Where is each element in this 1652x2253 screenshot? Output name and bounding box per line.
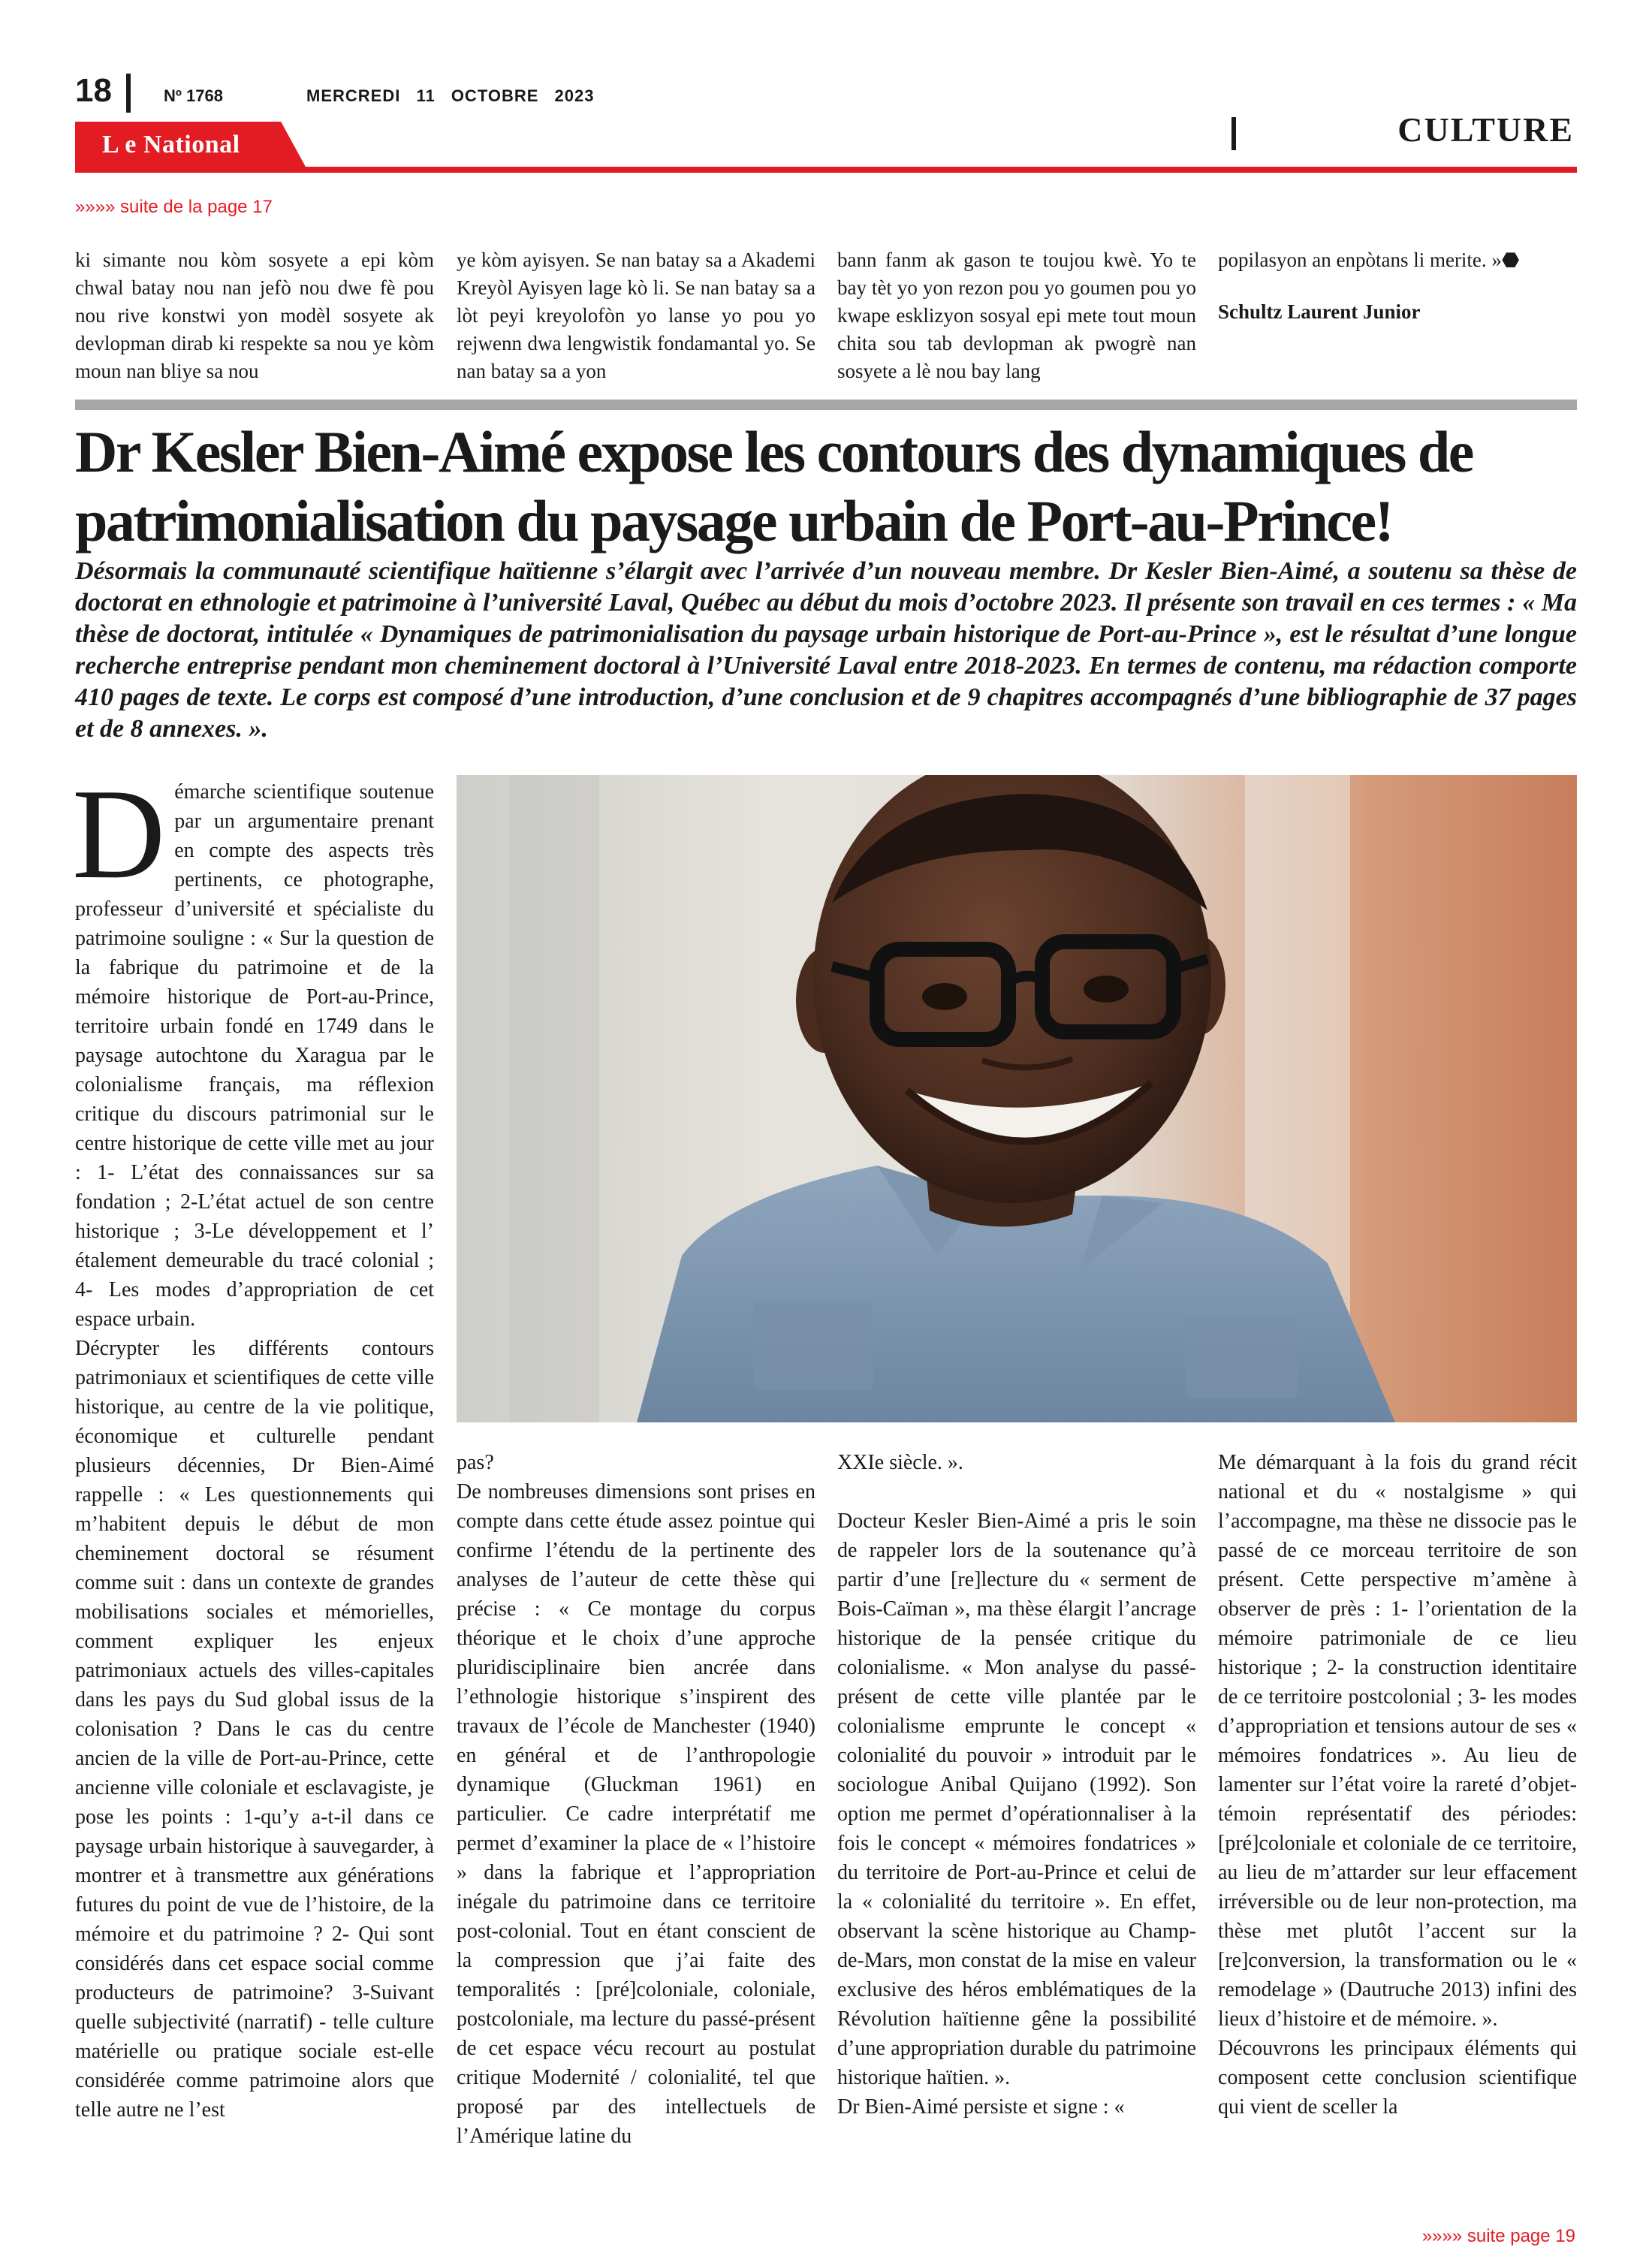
article-column-3	[837, 1448, 1196, 2122]
continued-to-link[interactable]: »»»» suite page 19	[1421, 2226, 1575, 2246]
article-column-4	[1218, 1448, 1577, 2122]
continued-from-link[interactable]: »»»» suite de la page 17	[75, 197, 273, 217]
continuation-text: popilasyon an enpòtans li merite. »⬣	[1218, 249, 1520, 271]
continuation-text: bann fanm ak gason te toujou kwè. Yo te bay tèt yo yon rezon pou yo goumen pou yo kwape esklizyon sosyal epi mete tout moun chita sou tab devlopman ak pwogrè nan sosyete a lè nou bay lang	[837, 249, 1196, 382]
paragraph-spacer	[837, 1477, 1196, 1507]
drop-cap: D	[72, 763, 166, 906]
paragraph: Découvrons les principaux éléments qui composent cette conclusion scientifique qui vient de sceller la	[1218, 2037, 1577, 2119]
article-separator	[75, 400, 1577, 410]
continuation-text: ye kòm ayisyen. Se nan batay sa a Akademi Kreyòl Ayisyen lage kò li. Se nan batay sa a lòt peyi kreyolofòn yo lanse yo pou yo rejwenn dwa lengwistik fondamantal yo. Se nan batay sa a yon	[457, 249, 815, 382]
section-title: CULTURE	[1397, 110, 1574, 149]
paragraph: XXIe siècle. ».	[837, 1451, 963, 1474]
page-number-divider	[126, 74, 131, 113]
paragraph: émarche scientifique soutenue par un argumentaire prenant en compte des aspects très pertinents, ce photographe, professeur d’université et spécialiste du patrimoine souligne : « Sur la question de la fabrique du patrimoine et de la mémoire historique de Port-au-Prince, territoire urbain fondé en 1749 dans le paysage autochtone du Xaragua par le colonialisme français, ma réflexion critique du discours patrimonial sur le centre historique de cette ville met au jour : 1- L’état des connaissances sur sa fondation ; 2-L’état actuel de son centre historique ; 3-Le développement et l’ étalement demeurable du tracé colonial ; 4- Les modes d’appropriation de cet espace urbain.	[75, 780, 434, 1331]
issue-number: Nº 1768	[164, 86, 223, 105]
article-column-2	[457, 1448, 815, 2151]
paragraph: De nombreuses dimensions sont prises en compte dans cette étude assez pointue qui confirme l’étendu de la pertinente des analyses de l’auteur de cette thèse qui précise : « Ce montage du corpus théorique et le choix d’une approche pluridisciplinaire bien ancrée dans l’ethnologie historique s’inspirent des travaux de l’école de Manchester (1940) en général et de l’anthropologie dynamique (Gluckman 1961) en particulier. Ce cadre interprétatif me permet d’examiner la place de « l’histoire » dans la fabrique et l’appropriation inégale du patrimoine dans ce territoire post-colonial. Tout en étant conscient de la compression que j’ai faite des temporalités : [pré]coloniale, coloniale, postcoloniale, ma lecture du passé-présent de cet espace vécu recourt au postulat critique Modernité / colonialité, tel que proposé par des intellectuels de l’Amérique latine du	[457, 1480, 815, 2148]
issue-date: MERCREDI 11 OCTOBRE 2023	[306, 86, 595, 105]
paragraph: Dr Bien-Aimé persiste et signe : «	[837, 2095, 1125, 2119]
page-number: 18	[75, 72, 112, 109]
paragraph: Docteur Kesler Bien-Aimé a pris le soin de rappeler lors de la soutenance qu’à partir d’une [re]lecture du « serment de Bois-Caïman », ma thèse élargit l’ancrage historique de la pensée critique du colonialisme. « Mon analyse du passé-présent de cette ville plantée par le colonialisme emprunte le concept « colonialité du pouvoir » introduit par le sociologue Anibal Quijano (1992). Son option me permet d’opérationnaliser à la fois le concept « mémoires fondatrices » du territoire de Port-au-Prince et celui de la « colonialité du territoire ». En effet, observant la scène historique au Champ-de-Mars, mon constat de la mise en valeur exclusive des héros emblématiques de la Révolution haïtienne gêne la possibilité d’une appropriation durable du patrimoine historique haïtien. ».	[837, 1510, 1196, 2089]
portrait-illustration	[457, 775, 1577, 1422]
section-divider	[1231, 117, 1236, 150]
continuation-column-2	[457, 246, 815, 385]
brand-logo: L e National	[102, 131, 240, 158]
article-column-1	[72, 763, 434, 2125]
article-headline: Dr Kesler Bien-Aimé expose les contours des dynamiques de patrimonialisation du paysage urbain de Port-au-Prince!	[75, 419, 1473, 553]
author-signature: Schultz Laurent Junior	[1218, 300, 1421, 323]
continuation-column-4	[1218, 246, 1577, 274]
header-rule	[75, 167, 1577, 173]
paragraph: pas?	[457, 1451, 494, 1474]
portrait-photo	[457, 775, 1577, 1422]
continuation-text: ki simante nou kòm sosyete a epi kòm chwal batay nou nan jefò nou dwe fè pou nou rive konstwi yon modèl sosyete ak devlopman dirab ki respekte sa nou ye kòm moun nan bliye sa nou	[75, 249, 434, 382]
continuation-column-1	[75, 246, 434, 385]
paragraph: Décrypter les différents contours patrimoniaux et scientifiques de cette ville historique, au centre de la vie politique, économique et culturelle pendant plusieurs décennies, Dr Bien-Aimé rappelle : « Les questionnements qui m’habitent depuis le début de mon cheminement doctoral se résument comme suit : dans un contexte de grandes mobilisations sociales et mémorielles, comment expliquer les enjeux patrimoniaux actuels des villes-capitales dans les pays du Sud global issus de la colonisation ? Dans le cas du centre ancien de la ville de Port-au-Prince, cette ancienne ville coloniale et esclavagiste, je pose les points : 1-qu’y a-t-il dans ce paysage urbain historique à sauvegarder, à montrer et à transmettre aux générations futures du point de vue de l’histoire, de la mémoire et du patrimoine ? 2- Qui sont considérés dans cet espace social comme producteurs de patrimoine? 3-Suivant quelle subjectivité (narratif) - telle culture matérielle ou pratique sociale est-elle considérée comme patrimoine alors que telle autre ne l’est	[75, 1337, 434, 2122]
continuation-column-3	[837, 246, 1196, 385]
article-lead: Désormais la communauté scientifique haïtienne s’élargit avec l’arrivée d’un nouveau membre. Dr Kesler Bien-Aimé, a soutenu sa thèse de doctorat en ethnologie et patrimoine à l’université Laval, Québec au début du mois d’octobre 2023. Il présente son travail en ces termes : « Ma thèse de doctorat, intitulée « Dynamiques de patrimonialisation du paysage urbain historique de Port-au-Prince », est le résultat d’une longue recherche entreprise pendant mon cheminement doctoral à l’Université Laval entre 2018-2023. En termes de contenu, ma rédaction comporte 410 pages de texte. Le corps est composé d’une introduction, d’une conclusion et de 9 chapitres accompagnés d’une bibliographie de 37 pages et de 8 annexes. ».	[75, 557, 1577, 743]
paragraph: Me démarquant à la fois du grand récit national et du « nostalgisme » qui l’accompagne, ma thèse ne dissocie pas le passé de ce morceau territoire de son présent. Cette perspective m’amène à observer de près : 1- l’orientation de la mémoire patrimoniale de ce lieu historique ; 2- la construction identitaire de ce territoire postcolonial ; 3- les modes d’appropriation et tensions autour de ses « mémoires fondatrices ». Au lieu de lamenter sur l’état voire la rareté d’objet-témoin représentatif des périodes: [pré]coloniale et coloniale de ce territoire, au lieu de m’attarder sur leur effacement irréversible ou de leur non-protection, ma thèse met plutôt l’accent sur la [re]conversion, la transformation ou le « remodelage » (Dautruche 2013) infini des lieux d’histoire et de mémoire. ».	[1218, 1451, 1577, 2031]
